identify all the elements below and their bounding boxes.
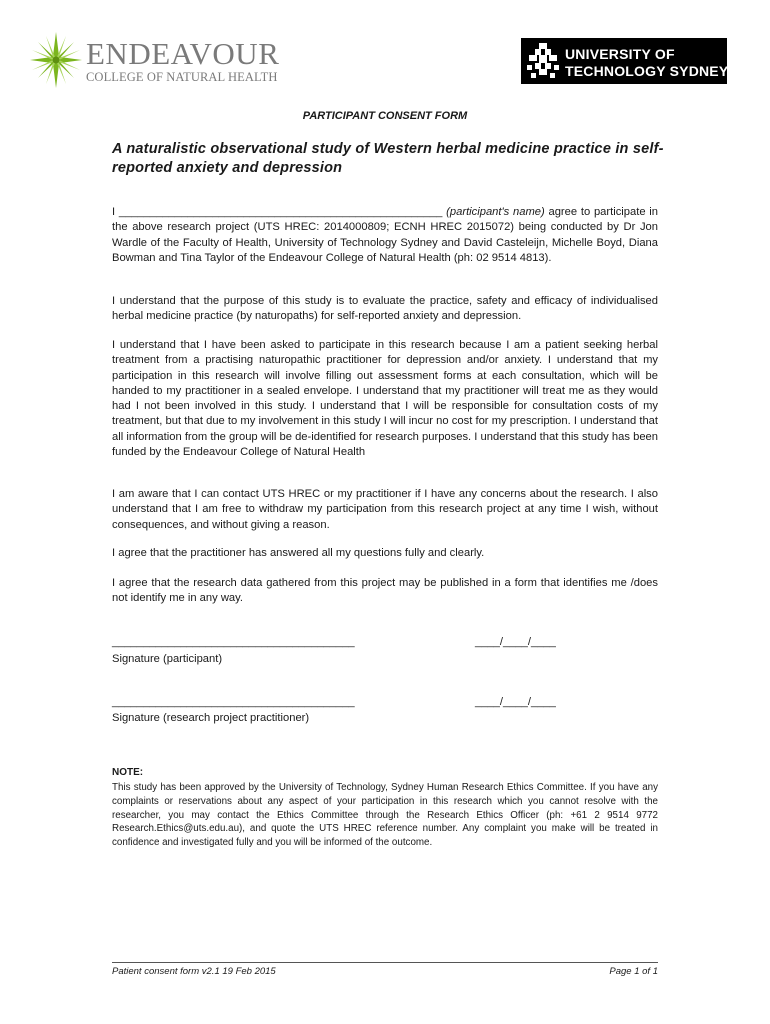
participant-signature-line[interactable]: _______________________________________ [112, 636, 355, 648]
practitioner-signature-line[interactable]: _______________________________________ [112, 696, 355, 708]
compass-star-icon [28, 30, 84, 90]
participant-name-blank[interactable]: I ____________________________________________________ [112, 206, 443, 218]
practitioner-signature-label: Signature (research project practitioner) [112, 712, 310, 724]
consent-paragraph-3: I understand that I have been asked to participate in this research because I am a patient seeking herbal treatment from a practising naturopathic practitioner for depression and/or anxiety. I understand that my participation in this research will involve filling out assessment forms at each consultation, which will be handed to my practitioner in a sealed envelope. I understand that my practitioner will treat me as they would had I not been involved in this study. I understand that I will be responsible for consultation costs of my treatment, but that due to my involvement in this study I will incur no cost for my prescription. I understand that all information from the group will be de-identified for research purposes. I understand that this study has been funded by the Endeavour College of Natural Health [112, 339, 658, 459]
footer-version: Patient consent form v2.1 19 Feb 2015 [112, 966, 276, 977]
consent-paragraph-5: I agree that the practitioner has answered all my questions fully and clearly. [112, 547, 485, 559]
practitioner-date-field[interactable]: ____/____/____ [475, 696, 556, 708]
endeavour-subtitle: COLLEGE OF NATURAL HEALTH [86, 70, 278, 84]
form-title: PARTICIPANT CONSENT FORM [302, 110, 468, 122]
uts-name-line2: TECHNOLOGY SYDNEY [565, 63, 729, 79]
participant-date-field[interactable]: ____/____/____ [475, 636, 556, 648]
consent-paragraph-1 [112, 205, 658, 266]
uts-cross-icon [525, 41, 561, 81]
note-text: This study has been approved by the University of Technology, Sydney Human Research Ethics Committee. If you have any complaints or reservations about any aspect of your participation in this research which you cannot resolve with the researcher, you may contact the Ethics Committee through the Research Ethics Officer (ph: +61 2 9514 9772 Research.Ethics@uts.edu.au), and quote the UTS HREC reference number. Any complaint you make will be treated in confidence and investigated fully and you will be informed of the outcome. [112, 782, 658, 849]
note-heading: NOTE: [112, 767, 144, 778]
consent-paragraph-6: I agree that the research data gathered from this project may be published in a form that identifies me /does not identify me in any way. [112, 577, 658, 605]
study-title: A naturalistic observational study of Western herbal medicine practice in self-reported anxiety and depression [112, 141, 664, 176]
participant-signature-label: Signature (participant) [112, 653, 223, 665]
endeavour-name: ENDEAVOUR [86, 36, 280, 71]
consent-paragraph-1-text: agree to participate in the above research project (UTS HREC: 2014000809; ECNH HREC 2015072) being conducted by Dr Jon Wardle of the Faculty of Health, University of Technology Sydney and David Casteleijn, Michelle Boyd, Diana Bowman and Tina Taylor of the Endeavour College of Natural Health (ph: 02 9514 4813). [112, 206, 659, 264]
footer-divider [112, 962, 658, 963]
participant-name-label: (participant's name) [446, 206, 545, 218]
footer-page-number: Page 1 of 1 [609, 966, 658, 977]
uts-logo [521, 38, 727, 84]
consent-paragraph-4: I am aware that I can contact UTS HREC or my practitioner if I have any concerns about the research. I also understand that I am free to withdraw my participation from this research project at any time I wish, without consequences, and without giving a reason. [112, 488, 658, 531]
uts-name-line1: UNIVERSITY OF [565, 46, 675, 62]
consent-paragraph-2: I understand that the purpose of this study is to evaluate the practice, safety and efficacy of individualised herbal medicine practice (by naturopaths) for self-reported anxiety and depression. [112, 295, 658, 323]
endeavour-logo [28, 30, 280, 90]
